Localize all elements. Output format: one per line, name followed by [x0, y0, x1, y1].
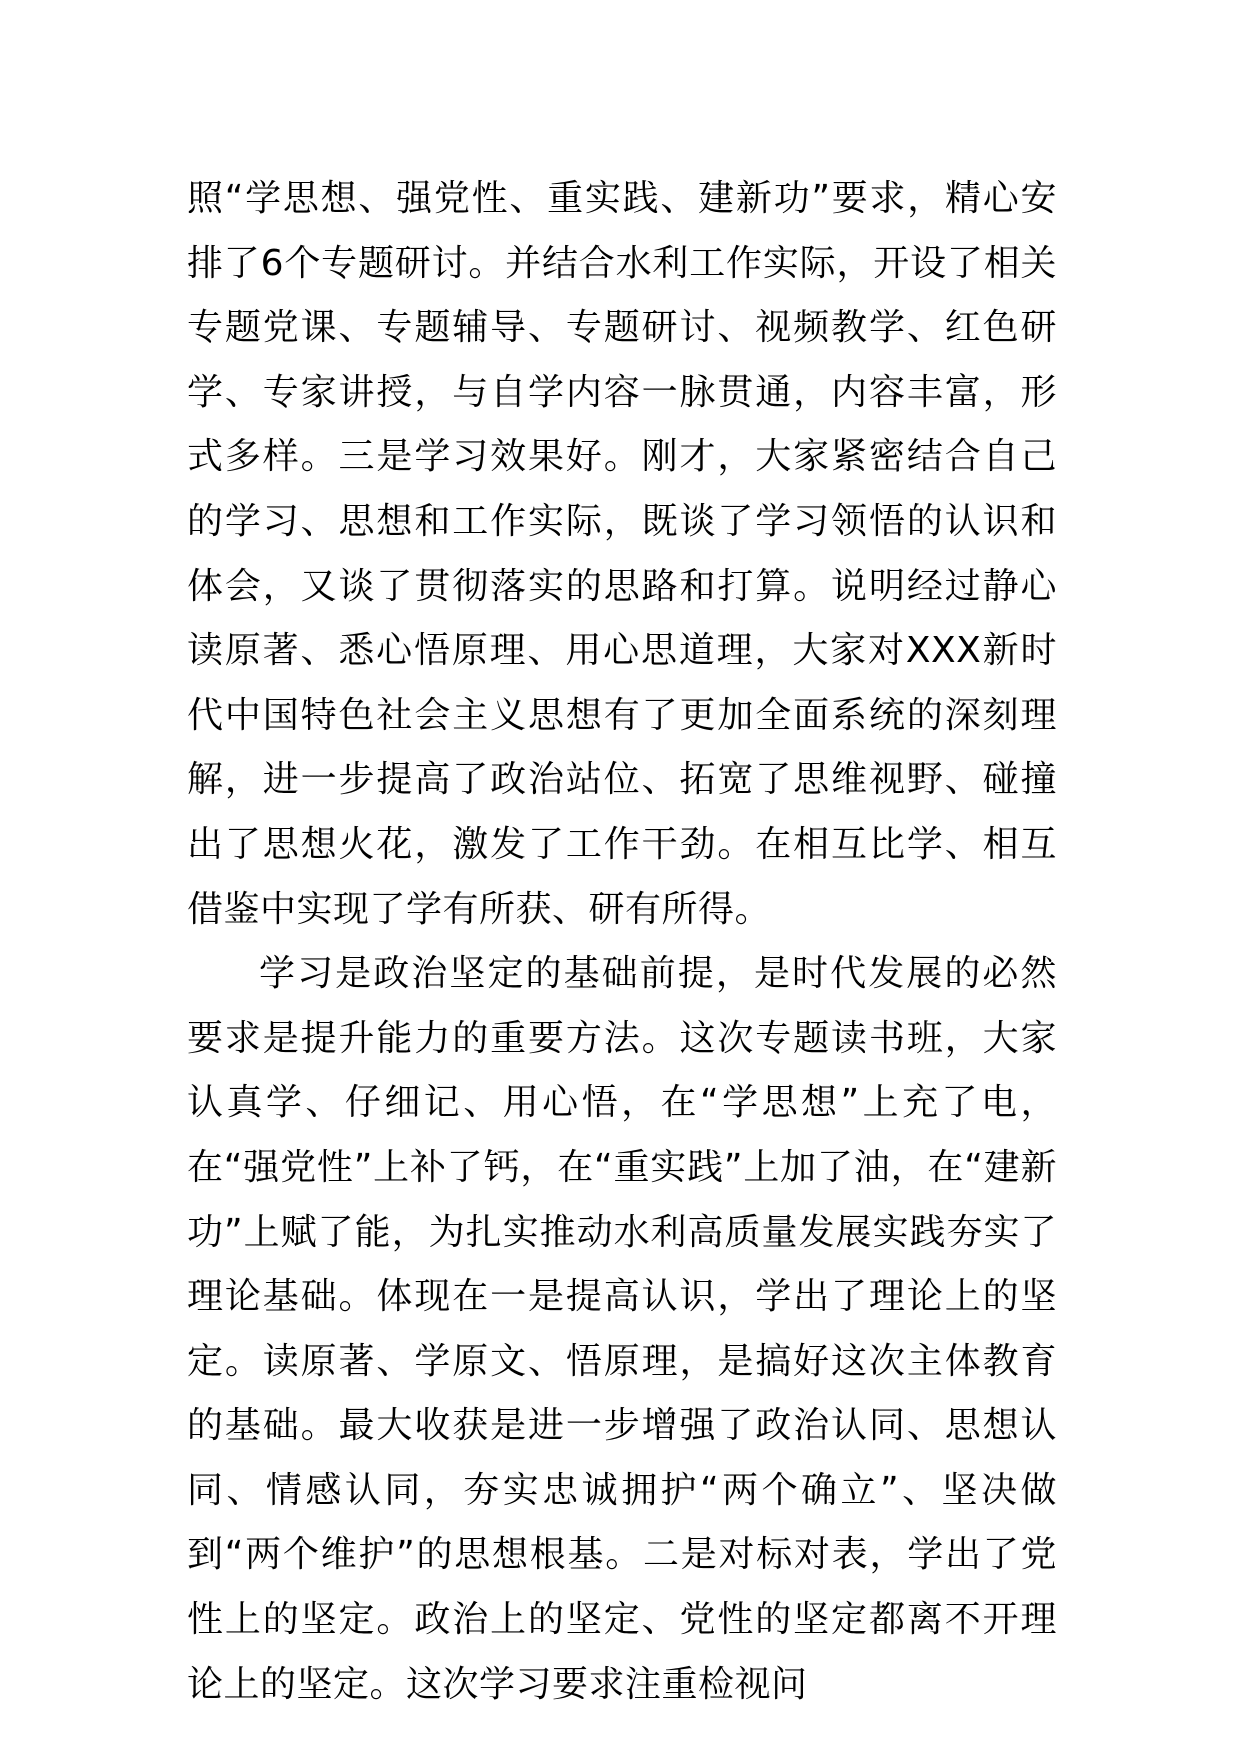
paragraph-study: 学习是政治坚定的基础前提，是时代发展的必然要求是提升能力的重要方法。这次专题读书班，大家认真学、仔细记、用心悟，在“学思想”上充了电，在“强党性”上补了钙，在“重实践”上加了油，在“建新功”上赋了能，为扎实推动水利高质量发展实践夯实了理论基础。体现在一是提高认识，学出了理论上的坚定。读原著、学原文、悟原理，是搞好这次主体教育的基础。最大收获是进一步增强了政治认同、思想认同、情感认同，夯实忠诚拥护“两个确立”、坚决做到“两个维护”的思想根基。二是对标对表，学出了党性上的坚定。政治上的坚定、党性的坚定都离不开理论上的坚定。这次学习要求注重检视问	[187, 953, 1057, 1705]
paragraph-continued: 照“学思想、强党性、重实践、建新功”要求，精心安排了6个专题研讨。并结合水利工作实际，开设了相关专题党课、专题辅导、专题研讨、视频教学、红色研学、专家讲授，与自学内容一脉贯通，内容丰富，形式多样。三是学习效果好。刚才，大家紧密结合自己的学习、思想和工作实际，既谈了学习领悟的认识和体会，又谈了贯彻落实的思路和打算。说明经过静心读原著、悉心悟原理、用心思道理，大家对XXX新时代中国特色社会主义思想有了更加全面系统的深刻理解，进一步提高了政治站位、拓宽了思维视野、碰撞出了思想火花，激发了工作干劲。在相互比学、相互借鉴中实现了学有所获、研有所得。	[187, 178, 1057, 930]
body-text	[187, 167, 1057, 1717]
